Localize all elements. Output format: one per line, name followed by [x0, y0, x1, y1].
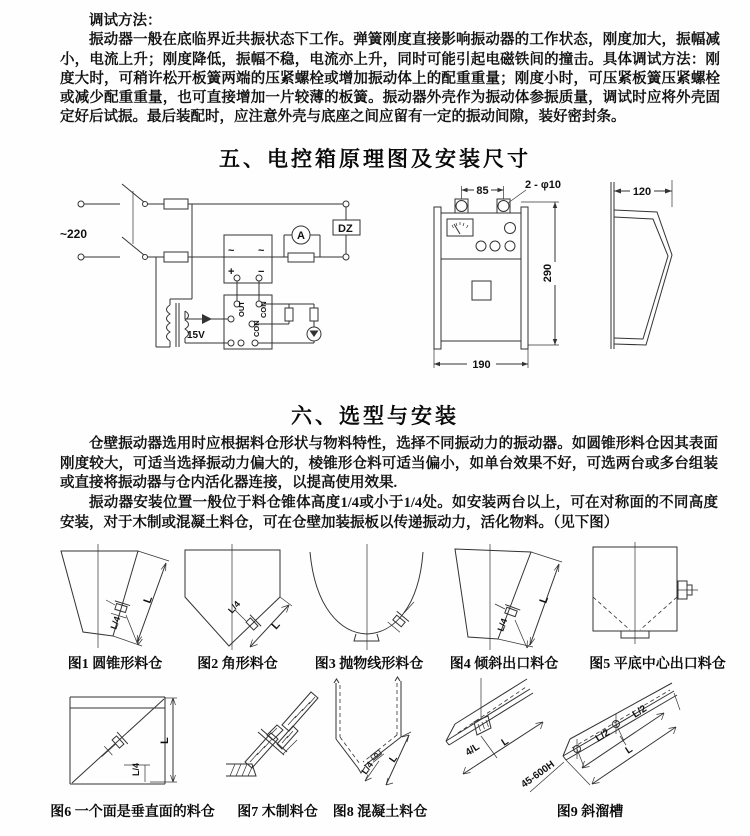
dim-label-l: L: [537, 594, 552, 606]
section6-title: 六、选型与安装: [291, 403, 459, 428]
dim-depth: 120: [632, 185, 652, 198]
dim-label-4l: 4/L: [463, 741, 482, 759]
figure-6: [40, 682, 225, 821]
fig2-caption: 图2 角形料仓: [197, 656, 278, 672]
section5-title: 五、电控箱原理图及安装尺寸: [219, 146, 531, 171]
minus-symbol: −: [258, 265, 265, 278]
figure-5: [565, 542, 750, 673]
fig4-caption: 图4 倾斜出口料仓: [449, 656, 559, 672]
dim-hole-pitch: 85: [476, 184, 489, 197]
section5-diagrams: [0, 177, 750, 385]
section6-para2: 振动器安装位置一般位于料仓锥体高度1/4或小于1/4处。如安装两台以上，可在对称面的不同高度安装，对于木制或混凝土料仓，可在仓壁加装振板以传递振动力，活化物料。（见下图）: [60, 495, 718, 532]
fig5-flat-bottom-hopper-drawing: [565, 542, 750, 652]
fig3-caption: 图3 抛物线形料仓: [314, 656, 424, 672]
dim-holes-label: 2 - φ10: [525, 178, 561, 191]
fig8-concrete-hopper-drawing: [330, 675, 430, 800]
con-terminal-label: CON: [252, 320, 261, 337]
dim-label-height-range: 45-600H: [519, 758, 557, 791]
transformer-primary-coil: [167, 305, 171, 341]
intro-heading: 调试方法：: [89, 13, 162, 29]
control-box-side-view: [598, 177, 748, 377]
dim-label-l4: L/4: [131, 762, 141, 776]
fig7-caption: 图7 木制料仓: [237, 804, 318, 820]
out-terminal-label: OUT: [237, 300, 246, 317]
fig9-caption: 图9 斜溜槽: [556, 804, 624, 820]
section6-para1: 仓壁振动器选用时应根据料仓形状与物料特性，选择不同振动力的振动器。如圆锥形料仓因其表面刚度较大，可适当选择振动力偏大的，棱锥形仓料可适当偏小，如单台效果不好，可选两台或多台组装或直接将振动器与仓内活化器连接，以提高使用效果.: [60, 435, 718, 492]
dim-height: 290: [542, 263, 554, 282]
fig8-caption: 图8 混凝土料仓: [332, 804, 428, 820]
figure-4: [443, 542, 565, 673]
figure-7: [225, 680, 330, 821]
dim-label-l: L: [269, 618, 283, 632]
figure-9: [430, 678, 750, 821]
fig2-angular-hopper-drawing: [180, 542, 295, 652]
vibrator-icon: [388, 611, 409, 632]
section6-text: [0, 430, 750, 534]
panel-knob-icon: [505, 222, 516, 233]
dim-label-l4: L/4: [108, 615, 123, 631]
control-box-schematic: [56, 177, 421, 377]
figures-row-1: [0, 542, 750, 673]
figure-1: [50, 542, 180, 673]
panel-knob-icon: [476, 241, 486, 251]
panel-knob-icon: [505, 241, 515, 251]
ammeter-label: A: [297, 229, 305, 242]
dim-label-l4: L/4: [495, 617, 510, 633]
fig7-wooden-hopper-drawing: [225, 680, 330, 800]
figures-row-2: [0, 675, 750, 821]
fig1-caption: 图1 圆锥形料仓: [67, 656, 163, 672]
dz-label: DZ: [338, 222, 353, 235]
dim-label-l: L: [141, 594, 156, 606]
dim-label-l: L: [623, 743, 635, 757]
panel-knob-icon: [490, 241, 500, 251]
intro-body: 振动器一般在底临界近共振状态下工作。弹簧刚度直接影响振动器的工作状态，刚度加大，振幅减小，电流上升；刚度降低，振幅不稳，电流亦上升，同时可能引起电磁铁间的撞击。具体调试方法：刚度大时，可稍许松开板簧两端的压紧螺栓或增加振动体上的配重重量；刚度小时，可压紧板簧压紧螺栓或减少配重重量，也可直接增加一片较薄的板簧。振动器外壳作为振动体参振质量，调试时应将外壳固定好后试振。最后装配时，应注意外壳与底座之间应留有一定的振动间隙，装好密封条。: [60, 32, 720, 126]
dim-label-l4: L/4: [359, 759, 376, 777]
transformer-voltage-label: 15V: [187, 329, 205, 341]
fig6-caption: 图6 一个面是垂直面的料仓: [50, 804, 215, 820]
dim-label-l: L: [499, 735, 511, 749]
fig5-caption: 图5 平底中心出口料仓: [589, 656, 726, 672]
intro-section: [0, 0, 750, 128]
fig1-conical-hopper-drawing: [50, 542, 180, 652]
power-label: ~220: [60, 226, 88, 241]
dim-label-l: L: [159, 737, 171, 744]
fig9-inclined-chute-drawing: [430, 678, 750, 800]
dim-width: 190: [472, 358, 491, 371]
dim-label-l: L: [387, 753, 400, 765]
plus-symbol: +: [228, 265, 235, 278]
figure-8: [330, 675, 430, 821]
con-terminal-label: CON: [259, 301, 268, 318]
fig3-parabolic-hopper-drawing: [295, 542, 443, 652]
figure-2: [180, 542, 295, 673]
control-box-front-view: [422, 177, 592, 377]
ac-symbol: ~: [258, 244, 265, 257]
dim-label-l4: L/4: [226, 598, 243, 616]
dim-label-l2: L/2: [630, 703, 649, 721]
ac-symbol: ~: [228, 244, 235, 257]
dim-label-l2: L/2: [593, 727, 612, 745]
vibrator-icon: [677, 581, 698, 599]
diode-icon: [202, 314, 212, 324]
vibrator-icon: [502, 605, 520, 618]
fig4-inclined-outlet-hopper-drawing: [443, 542, 565, 652]
figure-3: [295, 542, 443, 673]
fig6-vertical-face-hopper-drawing: [40, 682, 225, 800]
